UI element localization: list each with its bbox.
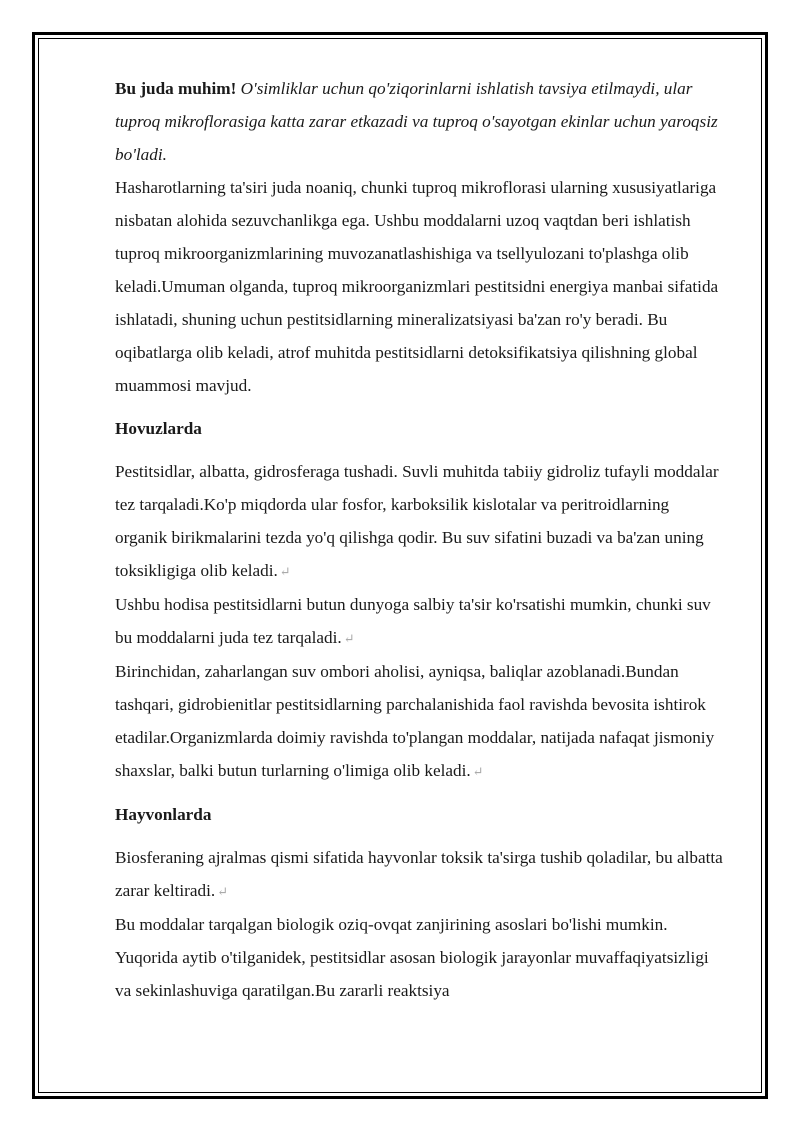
paragraph-mark-icon: ↵ xyxy=(217,884,229,899)
paragraph-mark-icon: ↵ xyxy=(472,764,484,779)
intro-italic-text: O'simliklar uchun qo'ziqorinlarni ishlatish tavsiya etilmaydi, ular tuproq mikroflorasiga katta zarar etkazadi va tuproq o'sayotgan ekinlar uchun yaroqsiz bo'ladi. xyxy=(115,79,718,164)
paragraph-ponds-3 xyxy=(115,655,725,788)
paragraph-ponds-3-text: Birinchidan, zaharlangan suv ombori aholisi, ayniqsa, baliqlar azoblanadi.Bundan tashqari, gidrobienitlar pestitsidlarning parchalanishida faol ravishda bevosita ishtirok etadilar.Organizmlarda doimiy ravishda to'plangan moddalar, natijada nafaqat jismoniy shaxslar, balki butun turlarning o'limiga olib keladi. xyxy=(115,662,715,780)
paragraph-ponds-1 xyxy=(115,455,725,588)
paragraph-ponds-2-text: Ushbu hodisa pestitsidlarni butun dunyoga salbiy ta'sir ko'rsatishi mumkin, chunki suv bu moddalarni juda tez tarqaladi. xyxy=(115,595,711,647)
paragraph-animals-2: Bu moddalar tarqalgan biologik oziq-ovqat zanjirining asoslari bo'lishi mumkin. Yuqorida aytib o'tilganidek, pestitsidlar asosan biologik jarayonlar muvaffaqiyatsizligi va sekinlashuviga qaratilgan.Bu zararli reaktsiya xyxy=(115,915,709,1000)
paragraph-soil-insects: Hasharotlarning ta'siri juda noaniq, chunki tuproq mikroflorasi ularning xususiyatlariga nisbatan alohida sezuvchanlikga ega. Ushbu moddalarni uzoq vaqtdan beri ishlatish tuproq mikroorganizmlarining muvozanatlashishiga va tsellyulozani to'plashga olib keladi.Umuman olganda, tuproq mikroorganizmlari pestitsidni energiya manbai sifatida ishlatadi, shuning uchun pestitsidlarning mineralizatsiyasi ba'zan ro'y beradi. Bu oqibatlarga olib keladi, atrof muhitda pestitsidlarni detoksifikatsiya qilishning global muammosi mavjud. xyxy=(115,178,719,395)
paragraph-ponds-1-text: Pestitsidlar, albatta, gidrosferaga tushadi. Suvli muhitda tabiiy gidroliz tufayli moddalar tez tarqaladi.Ko'p miqdorda ular fosfor, karboksilik kislotalar va peritroidlarning organik birikmalarini tezda yo'q qilishga qodir. Bu suv sifatini buzadi va ba'zan uning toksikligiga olib keladi. xyxy=(115,462,719,580)
document-body xyxy=(115,72,725,1007)
heading-ponds: Hovuzlarda xyxy=(115,419,202,438)
heading-animals: Hayvonlarda xyxy=(115,805,212,824)
intro-bold-text: Bu juda muhim! xyxy=(115,79,237,98)
intro-paragraph xyxy=(115,72,725,171)
paragraph-animals-1 xyxy=(115,841,725,908)
paragraph-ponds-2 xyxy=(115,588,725,655)
paragraph-mark-icon: ↵ xyxy=(343,631,355,646)
paragraph-animals-1-text: Biosferaning ajralmas qismi sifatida hayvonlar toksik ta'sirga tushib qoladilar, bu albatta zarar keltiradi. xyxy=(115,848,723,900)
paragraph-mark-icon: ↵ xyxy=(279,564,291,579)
